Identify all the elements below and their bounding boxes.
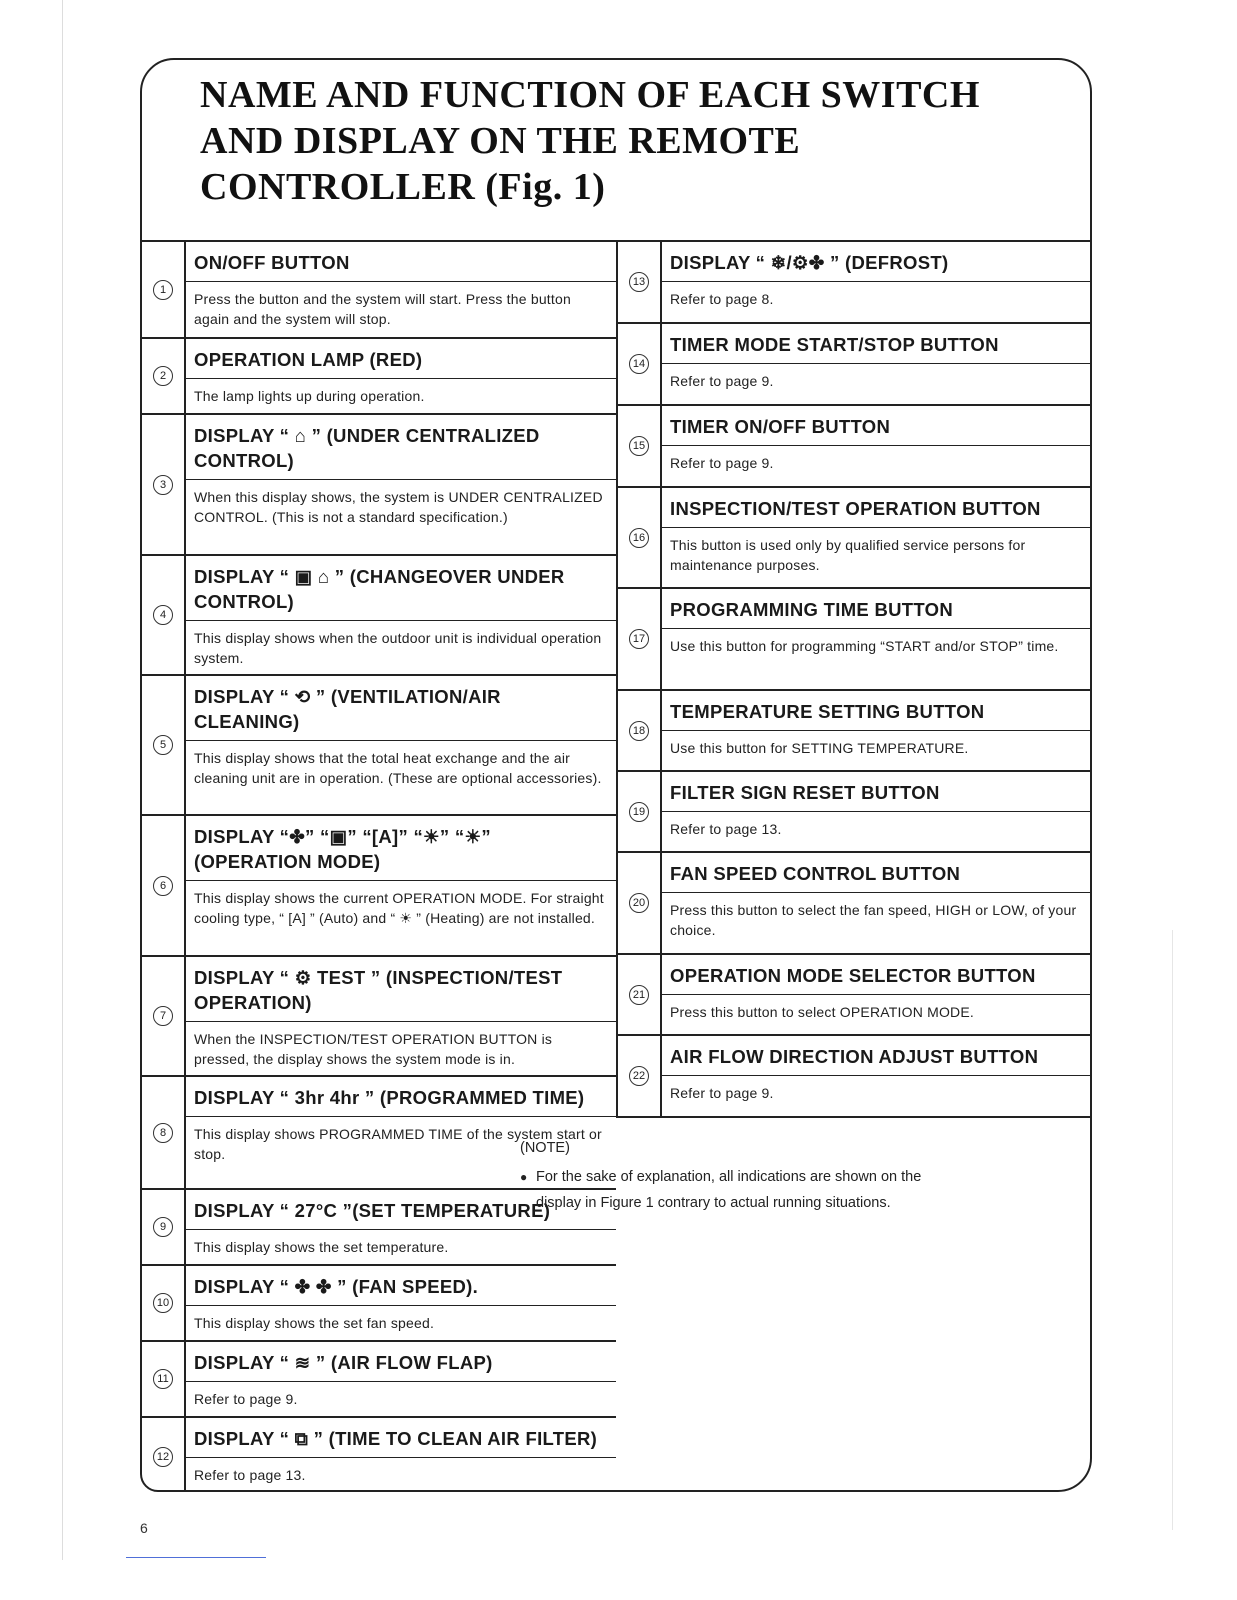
item-description: This display shows the set fan speed. (194, 1315, 435, 1331)
item-number: 18 (629, 721, 649, 741)
item-16 (618, 488, 1092, 589)
item-heading: DISPLAY “ ⧉ ” (TIME TO CLEAN AIR FILTER) (186, 1418, 616, 1458)
item-number: 10 (153, 1293, 173, 1313)
item-number: 9 (153, 1217, 173, 1237)
item-description: Refer to page 9. (670, 1085, 774, 1101)
item-description: Refer to page 13. (670, 821, 782, 837)
item-number: 11 (153, 1369, 173, 1389)
item-number: 2 (153, 366, 173, 386)
item-heading: OPERATION LAMP (RED) (186, 339, 616, 379)
item-heading: DISPLAY “ ≋ ” (AIR FLOW FLAP) (186, 1342, 616, 1382)
item-number: 12 (153, 1447, 173, 1467)
item-description: Press the button and the system will start. Press the button again and the system will stop. (194, 291, 571, 327)
item-description: Refer to page 13. (194, 1467, 306, 1483)
item-number: 15 (629, 436, 649, 456)
left-column (142, 242, 616, 1492)
item-description: Use this button for programming “START and/or STOP” time. (670, 638, 1059, 654)
item-5 (142, 676, 616, 816)
bullet-icon: ● (520, 1170, 528, 1184)
item-description: When this display shows, the system is UNDER CENTRALIZED CONTROL. (This is not a standard specification.) (194, 489, 603, 525)
item-description: Press this button to select the fan speed, HIGH or LOW, of your choice. (670, 902, 1077, 938)
item-number: 22 (629, 1066, 649, 1086)
item-description: This display shows the set temperature. (194, 1239, 449, 1255)
item-17 (618, 589, 1092, 691)
item-heading: ON/OFF BUTTON (186, 242, 616, 282)
item-heading: FAN SPEED CONTROL BUTTON (662, 853, 1092, 893)
item-heading: DISPLAY “ ⌂ ” (UNDER CENTRALIZED CONTROL) (186, 415, 616, 480)
item-10 (142, 1266, 616, 1342)
item-heading: OPERATION MODE SELECTOR BUTTON (662, 955, 1092, 995)
scan-edge-line-right (1172, 930, 1173, 1530)
item-number: 1 (153, 280, 173, 300)
item-description: When the INSPECTION/TEST OPERATION BUTTON is pressed, the display shows the system mode is in. (194, 1031, 553, 1067)
item-heading: DISPLAY “ ⚙ TEST ” (INSPECTION/TEST OPERATION) (186, 957, 616, 1022)
item-7 (142, 957, 616, 1077)
item-number: 7 (153, 1006, 173, 1026)
item-description: This display shows when the outdoor unit is individual operation system. (194, 630, 602, 666)
item-4 (142, 556, 616, 676)
right-column (616, 242, 1092, 1118)
note-label: (NOTE) (520, 1140, 570, 1156)
item-number: 19 (629, 802, 649, 822)
item-heading: DISPLAY “ ⟲ ” (VENTILATION/AIR CLEANING) (186, 676, 616, 741)
note-block (520, 1140, 940, 1216)
footer-link-line (126, 1557, 266, 1558)
item-heading: DISPLAY “✤” “▣” “[A]” “☀” “☀” (OPERATION MODE) (186, 816, 616, 881)
title-line-3: CONTROLLER (Fig. 1) (200, 166, 606, 208)
item-14 (618, 324, 1092, 406)
item-description: This button is used only by qualified service persons for maintenance purposes. (670, 537, 1026, 573)
note-bullet (520, 1164, 940, 1216)
item-heading: TIMER MODE START/STOP BUTTON (662, 324, 1092, 364)
title-line-2: AND DISPLAY ON THE REMOTE (200, 120, 801, 162)
item-description: This display shows the current OPERATION MODE. For straight cooling type, “ [A] ” (Auto) and “ ☀ ” (Heating) are not installed. (194, 890, 604, 926)
item-number: 14 (629, 354, 649, 374)
item-15 (618, 406, 1092, 488)
item-18 (618, 691, 1092, 772)
item-number: 13 (629, 272, 649, 292)
item-heading: DISPLAY “ ▣ ⌂ ” (CHANGEOVER UNDER CONTROL) (186, 556, 616, 621)
item-13 (618, 242, 1092, 324)
page-title (200, 72, 980, 210)
item-heading: DISPLAY “ 27°C ”(SET TEMPERATURE) (186, 1190, 616, 1230)
item-number: 17 (629, 629, 649, 649)
title-line-1: NAME AND FUNCTION OF EACH SWITCH (200, 74, 980, 116)
item-description: Refer to page 8. (670, 291, 774, 307)
item-description: Use this button for SETTING TEMPERATURE. (670, 740, 969, 756)
item-21 (618, 955, 1092, 1036)
item-description: Refer to page 9. (670, 455, 774, 471)
item-description: Press this button to select OPERATION MODE. (670, 1004, 974, 1020)
item-number: 4 (153, 605, 173, 625)
item-heading: DISPLAY “ 3hr 4hr ” (PROGRAMMED TIME) (186, 1077, 616, 1117)
item-6 (142, 816, 616, 957)
scan-edge-line (62, 0, 63, 1560)
item-20 (618, 853, 1092, 955)
item-2 (142, 339, 616, 415)
item-number: 20 (629, 893, 649, 913)
item-heading: TEMPERATURE SETTING BUTTON (662, 691, 1092, 731)
note-text: For the sake of explanation, all indications are shown on the display in Figure 1 contrary to actual running situations. (536, 1169, 922, 1211)
item-heading: DISPLAY “ ❄/⚙✤ ” (DEFROST) (662, 242, 1092, 282)
item-11 (142, 1342, 616, 1418)
item-description: Refer to page 9. (194, 1391, 298, 1407)
content-frame (140, 58, 1092, 1492)
item-description: This display shows PROGRAMMED TIME of the system start or stop. (194, 1126, 602, 1162)
item-heading: INSPECTION/TEST OPERATION BUTTON (662, 488, 1092, 528)
item-1 (142, 242, 616, 339)
item-3 (142, 415, 616, 556)
item-heading: AIR FLOW DIRECTION ADJUST BUTTON (662, 1036, 1092, 1076)
item-12 (142, 1418, 616, 1492)
item-number: 8 (153, 1123, 173, 1143)
item-heading: DISPLAY “ ✤ ✤ ” (FAN SPEED). (186, 1266, 616, 1306)
page-number: 6 (140, 1520, 148, 1536)
item-number: 6 (153, 876, 173, 896)
item-heading: TIMER ON/OFF BUTTON (662, 406, 1092, 446)
item-number: 3 (153, 475, 173, 495)
item-description: This display shows that the total heat exchange and the air cleaning unit are in operation. (These are optional accessories). (194, 750, 602, 786)
item-number: 16 (629, 528, 649, 548)
item-22 (618, 1036, 1092, 1118)
item-description: Refer to page 9. (670, 373, 774, 389)
item-number: 21 (629, 985, 649, 1005)
item-description: The lamp lights up during operation. (194, 388, 425, 404)
item-number: 5 (153, 735, 173, 755)
item-heading: PROGRAMMING TIME BUTTON (662, 589, 1092, 629)
item-19 (618, 772, 1092, 853)
item-heading: FILTER SIGN RESET BUTTON (662, 772, 1092, 812)
